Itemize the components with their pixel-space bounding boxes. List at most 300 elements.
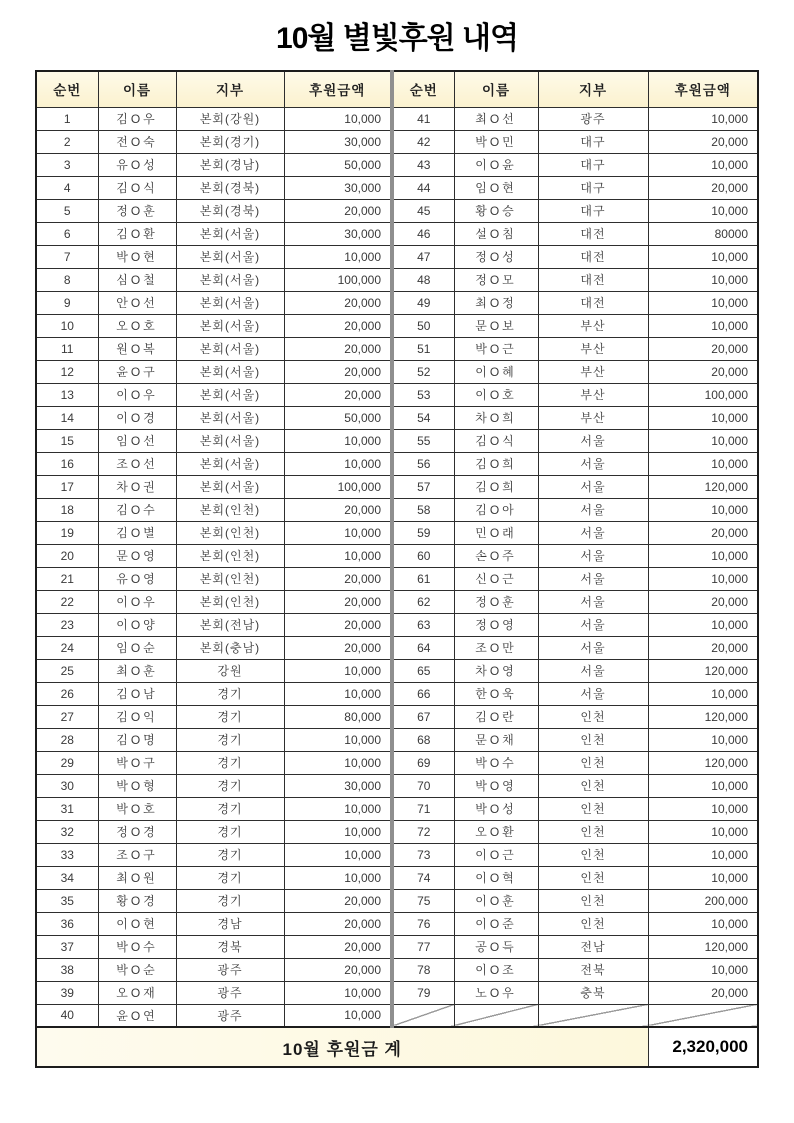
table-row (36, 705, 758, 728)
cell-number: 62 (392, 590, 454, 613)
table-row (36, 199, 758, 222)
cell-name: 박O근 (454, 337, 538, 360)
cell-amount: 100,000 (284, 268, 392, 291)
cell-amount: 10,000 (648, 728, 758, 751)
cell-amount: 20,000 (648, 521, 758, 544)
empty-cell-diagonal (538, 1004, 648, 1027)
cell-amount: 20,000 (284, 613, 392, 636)
donation-table (35, 70, 759, 1068)
cell-number: 16 (36, 452, 98, 475)
cell-amount: 10,000 (284, 659, 392, 682)
empty-cell-diagonal (648, 1004, 758, 1027)
cell-branch: 강원 (176, 659, 284, 682)
table-row (36, 843, 758, 866)
table-row (36, 958, 758, 981)
cell-amount: 10,000 (648, 613, 758, 636)
cell-name: 윤O연 (98, 1004, 176, 1027)
cell-amount: 10,000 (284, 981, 392, 1004)
table-row (36, 1004, 758, 1027)
cell-number: 40 (36, 1004, 98, 1027)
cell-number: 55 (392, 429, 454, 452)
cell-branch: 본회(서울) (176, 291, 284, 314)
cell-name: 박O수 (454, 751, 538, 774)
cell-branch: 본회(서울) (176, 475, 284, 498)
cell-branch: 서울 (538, 659, 648, 682)
cell-number: 51 (392, 337, 454, 360)
cell-name: 박O현 (98, 245, 176, 268)
cell-name: 안O선 (98, 291, 176, 314)
cell-name: 유O성 (98, 153, 176, 176)
cell-name: 설O침 (454, 222, 538, 245)
col-header-name-right: 이름 (454, 71, 538, 107)
table-row (36, 291, 758, 314)
table-row (36, 889, 758, 912)
cell-branch: 서울 (538, 521, 648, 544)
cell-branch: 본회(인천) (176, 544, 284, 567)
cell-number: 22 (36, 590, 98, 613)
cell-amount: 10,000 (648, 567, 758, 590)
cell-amount: 20,000 (284, 337, 392, 360)
table-row (36, 498, 758, 521)
cell-branch: 본회(서울) (176, 429, 284, 452)
cell-name: 조O선 (98, 452, 176, 475)
cell-name: 정O성 (454, 245, 538, 268)
cell-number: 11 (36, 337, 98, 360)
cell-name: 박O구 (98, 751, 176, 774)
cell-number: 17 (36, 475, 98, 498)
cell-number: 14 (36, 406, 98, 429)
table-row (36, 659, 758, 682)
cell-amount: 50,000 (284, 153, 392, 176)
cell-branch: 본회(서울) (176, 383, 284, 406)
cell-number: 48 (392, 268, 454, 291)
cell-name: 이O준 (454, 912, 538, 935)
cell-number: 3 (36, 153, 98, 176)
cell-branch: 전북 (538, 958, 648, 981)
cell-name: 김O희 (454, 452, 538, 475)
cell-name: 황O승 (454, 199, 538, 222)
cell-amount: 120,000 (648, 935, 758, 958)
cell-name: 김O명 (98, 728, 176, 751)
table-row (36, 130, 758, 153)
cell-name: 차O권 (98, 475, 176, 498)
cell-amount: 30,000 (284, 130, 392, 153)
cell-amount: 10,000 (648, 866, 758, 889)
cell-number: 64 (392, 636, 454, 659)
cell-amount: 20,000 (284, 498, 392, 521)
cell-amount: 10,000 (648, 107, 758, 130)
table-row (36, 590, 758, 613)
cell-amount: 20,000 (284, 314, 392, 337)
cell-branch: 경북 (176, 935, 284, 958)
cell-number: 26 (36, 682, 98, 705)
cell-number: 57 (392, 475, 454, 498)
cell-number: 25 (36, 659, 98, 682)
table-row (36, 682, 758, 705)
cell-name: 임O순 (98, 636, 176, 659)
cell-branch: 전남 (538, 935, 648, 958)
total-row (36, 1027, 758, 1067)
cell-branch: 충북 (538, 981, 648, 1004)
cell-name: 이O근 (454, 843, 538, 866)
cell-number: 53 (392, 383, 454, 406)
cell-branch: 서울 (538, 636, 648, 659)
cell-amount: 20,000 (284, 590, 392, 613)
cell-amount: 10,000 (648, 406, 758, 429)
col-header-amount-right: 후원금액 (648, 71, 758, 107)
cell-number: 5 (36, 199, 98, 222)
cell-amount: 10,000 (284, 682, 392, 705)
cell-number: 79 (392, 981, 454, 1004)
cell-number: 43 (392, 153, 454, 176)
cell-branch: 대구 (538, 199, 648, 222)
cell-name: 박O호 (98, 797, 176, 820)
cell-branch: 경기 (176, 797, 284, 820)
cell-branch: 경기 (176, 843, 284, 866)
cell-amount: 10,000 (284, 107, 392, 130)
cell-number: 44 (392, 176, 454, 199)
cell-amount: 20,000 (648, 337, 758, 360)
cell-amount: 10,000 (648, 452, 758, 475)
cell-branch: 대전 (538, 245, 648, 268)
cell-name: 박O형 (98, 774, 176, 797)
cell-amount: 120,000 (648, 659, 758, 682)
table-row (36, 567, 758, 590)
table-row (36, 360, 758, 383)
cell-amount: 20,000 (648, 981, 758, 1004)
cell-number: 23 (36, 613, 98, 636)
cell-branch: 본회(인천) (176, 590, 284, 613)
cell-number: 32 (36, 820, 98, 843)
cell-branch: 인천 (538, 866, 648, 889)
cell-amount: 10,000 (284, 544, 392, 567)
cell-number: 59 (392, 521, 454, 544)
cell-amount: 100,000 (284, 475, 392, 498)
cell-amount: 30,000 (284, 222, 392, 245)
table-row (36, 820, 758, 843)
cell-number: 15 (36, 429, 98, 452)
cell-name: 이O경 (98, 406, 176, 429)
cell-amount: 10,000 (648, 199, 758, 222)
cell-name: 박O수 (98, 935, 176, 958)
cell-number: 6 (36, 222, 98, 245)
cell-name: 임O선 (98, 429, 176, 452)
cell-amount: 10,000 (284, 820, 392, 843)
cell-number: 58 (392, 498, 454, 521)
col-header-branch-right: 지부 (538, 71, 648, 107)
table-row (36, 544, 758, 567)
cell-name: 이O우 (98, 383, 176, 406)
cell-branch: 본회(서울) (176, 452, 284, 475)
cell-branch: 본회(인천) (176, 498, 284, 521)
cell-name: 차O영 (454, 659, 538, 682)
cell-name: 오O환 (454, 820, 538, 843)
cell-amount: 10,000 (648, 291, 758, 314)
cell-branch: 광주 (176, 1004, 284, 1027)
cell-name: 정O훈 (454, 590, 538, 613)
cell-amount: 20,000 (648, 636, 758, 659)
cell-branch: 경기 (176, 820, 284, 843)
cell-name: 박O영 (454, 774, 538, 797)
cell-amount: 10,000 (648, 820, 758, 843)
page-title: 10월 별빛후원 내역 (276, 22, 518, 55)
total-amount: 2,320,000 (648, 1027, 758, 1067)
cell-amount: 10,000 (284, 866, 392, 889)
cell-branch: 본회(서울) (176, 406, 284, 429)
table-row (36, 751, 758, 774)
cell-amount: 80,000 (284, 705, 392, 728)
cell-number: 65 (392, 659, 454, 682)
cell-number: 37 (36, 935, 98, 958)
cell-name: 문O영 (98, 544, 176, 567)
cell-branch: 본회(서울) (176, 222, 284, 245)
cell-name: 김O환 (98, 222, 176, 245)
cell-name: 원O복 (98, 337, 176, 360)
cell-name: 이O혜 (454, 360, 538, 383)
table-row (36, 935, 758, 958)
cell-amount: 10,000 (284, 429, 392, 452)
cell-amount: 10,000 (648, 153, 758, 176)
col-header-number-left: 순번 (36, 71, 98, 107)
cell-branch: 인천 (538, 843, 648, 866)
cell-number: 7 (36, 245, 98, 268)
cell-number: 29 (36, 751, 98, 774)
header-row (36, 71, 758, 107)
cell-number: 56 (392, 452, 454, 475)
cell-name: 김O아 (454, 498, 538, 521)
table-row (36, 866, 758, 889)
cell-name: 이O우 (98, 590, 176, 613)
cell-name: 윤O구 (98, 360, 176, 383)
cell-branch: 서울 (538, 475, 648, 498)
cell-branch: 본회(전남) (176, 613, 284, 636)
cell-amount: 20,000 (284, 567, 392, 590)
cell-number: 2 (36, 130, 98, 153)
cell-branch: 서울 (538, 682, 648, 705)
cell-branch: 인천 (538, 705, 648, 728)
cell-amount: 20,000 (284, 636, 392, 659)
cell-number: 42 (392, 130, 454, 153)
cell-name: 문O보 (454, 314, 538, 337)
cell-number: 30 (36, 774, 98, 797)
cell-branch: 대전 (538, 222, 648, 245)
cell-name: 김O익 (98, 705, 176, 728)
cell-number: 60 (392, 544, 454, 567)
cell-branch: 경기 (176, 751, 284, 774)
cell-branch: 인천 (538, 889, 648, 912)
cell-number: 61 (392, 567, 454, 590)
cell-amount: 10,000 (648, 268, 758, 291)
cell-branch: 대전 (538, 268, 648, 291)
cell-branch: 광주 (176, 958, 284, 981)
cell-amount: 20,000 (648, 590, 758, 613)
cell-name: 정O영 (454, 613, 538, 636)
cell-number: 71 (392, 797, 454, 820)
cell-name: 손O주 (454, 544, 538, 567)
table-row (36, 383, 758, 406)
cell-name: 김O수 (98, 498, 176, 521)
cell-amount: 10,000 (284, 751, 392, 774)
cell-amount: 100,000 (648, 383, 758, 406)
col-header-amount-left: 후원금액 (284, 71, 392, 107)
cell-number: 20 (36, 544, 98, 567)
cell-name: 조O만 (454, 636, 538, 659)
cell-name: 최O훈 (98, 659, 176, 682)
cell-branch: 본회(경북) (176, 176, 284, 199)
cell-number: 66 (392, 682, 454, 705)
table-row (36, 245, 758, 268)
cell-number: 31 (36, 797, 98, 820)
cell-branch: 경기 (176, 705, 284, 728)
cell-name: 이O양 (98, 613, 176, 636)
cell-branch: 본회(서울) (176, 337, 284, 360)
cell-amount: 120,000 (648, 751, 758, 774)
table-row (36, 452, 758, 475)
cell-branch: 본회(인천) (176, 521, 284, 544)
cell-amount: 10,000 (648, 774, 758, 797)
cell-number: 35 (36, 889, 98, 912)
cell-amount: 10,000 (648, 843, 758, 866)
cell-amount: 10,000 (648, 958, 758, 981)
cell-amount: 200,000 (648, 889, 758, 912)
cell-name: 이O호 (454, 383, 538, 406)
cell-number: 70 (392, 774, 454, 797)
cell-amount: 10,000 (648, 498, 758, 521)
cell-number: 72 (392, 820, 454, 843)
cell-branch: 서울 (538, 613, 648, 636)
cell-branch: 부산 (538, 383, 648, 406)
cell-number: 78 (392, 958, 454, 981)
cell-number: 52 (392, 360, 454, 383)
cell-branch: 본회(경남) (176, 153, 284, 176)
cell-branch: 본회(인천) (176, 567, 284, 590)
cell-branch: 부산 (538, 360, 648, 383)
cell-number: 75 (392, 889, 454, 912)
cell-branch: 경기 (176, 889, 284, 912)
cell-branch: 서울 (538, 544, 648, 567)
table-row (36, 337, 758, 360)
cell-name: 정O경 (98, 820, 176, 843)
cell-name: 김O희 (454, 475, 538, 498)
cell-name: 김O우 (98, 107, 176, 130)
cell-number: 63 (392, 613, 454, 636)
cell-name: 한O욱 (454, 682, 538, 705)
table-row (36, 406, 758, 429)
cell-name: 김O식 (98, 176, 176, 199)
cell-branch: 경기 (176, 682, 284, 705)
cell-number: 73 (392, 843, 454, 866)
cell-branch: 경기 (176, 866, 284, 889)
table-row (36, 981, 758, 1004)
cell-number: 12 (36, 360, 98, 383)
cell-branch: 인천 (538, 728, 648, 751)
cell-number: 39 (36, 981, 98, 1004)
cell-amount: 30,000 (284, 176, 392, 199)
cell-name: 이O현 (98, 912, 176, 935)
cell-branch: 본회(경북) (176, 199, 284, 222)
cell-branch: 본회(경기) (176, 130, 284, 153)
cell-amount: 50,000 (284, 406, 392, 429)
table-row (36, 153, 758, 176)
cell-number: 41 (392, 107, 454, 130)
cell-number: 1 (36, 107, 98, 130)
cell-amount: 20,000 (648, 130, 758, 153)
table-row (36, 636, 758, 659)
cell-amount: 10,000 (284, 728, 392, 751)
table-row (36, 912, 758, 935)
cell-number: 8 (36, 268, 98, 291)
cell-name: 유O영 (98, 567, 176, 590)
cell-branch: 부산 (538, 314, 648, 337)
cell-number: 9 (36, 291, 98, 314)
cell-name: 박O성 (454, 797, 538, 820)
table-row (36, 222, 758, 245)
cell-amount: 120,000 (648, 705, 758, 728)
cell-branch: 인천 (538, 751, 648, 774)
cell-name: 박O순 (98, 958, 176, 981)
cell-amount: 20,000 (284, 383, 392, 406)
cell-number: 45 (392, 199, 454, 222)
cell-amount: 20,000 (284, 360, 392, 383)
cell-branch: 경기 (176, 774, 284, 797)
cell-amount: 10,000 (648, 314, 758, 337)
cell-amount: 10,000 (284, 843, 392, 866)
cell-name: 김O란 (454, 705, 538, 728)
cell-amount: 10,000 (284, 797, 392, 820)
cell-branch: 대전 (538, 291, 648, 314)
cell-number: 33 (36, 843, 98, 866)
cell-branch: 서울 (538, 452, 648, 475)
cell-amount: 20,000 (284, 889, 392, 912)
cell-branch: 본회(서울) (176, 268, 284, 291)
cell-name: 최O원 (98, 866, 176, 889)
table-row (36, 613, 758, 636)
cell-name: 전O숙 (98, 130, 176, 153)
cell-branch: 본회(강원) (176, 107, 284, 130)
cell-number: 18 (36, 498, 98, 521)
cell-number: 77 (392, 935, 454, 958)
cell-number: 10 (36, 314, 98, 337)
cell-amount: 10,000 (284, 245, 392, 268)
cell-number: 50 (392, 314, 454, 337)
cell-name: 황O경 (98, 889, 176, 912)
cell-name: 이O훈 (454, 889, 538, 912)
cell-name: 오O재 (98, 981, 176, 1004)
cell-number: 13 (36, 383, 98, 406)
cell-name: 박O민 (454, 130, 538, 153)
cell-name: 이O혁 (454, 866, 538, 889)
cell-amount: 10,000 (284, 521, 392, 544)
cell-name: 차O희 (454, 406, 538, 429)
cell-branch: 경남 (176, 912, 284, 935)
cell-amount: 20,000 (284, 935, 392, 958)
cell-name: 공O득 (454, 935, 538, 958)
cell-branch: 대구 (538, 130, 648, 153)
cell-branch: 부산 (538, 406, 648, 429)
cell-amount: 20,000 (284, 291, 392, 314)
cell-name: 문O채 (454, 728, 538, 751)
cell-amount: 10,000 (648, 797, 758, 820)
table-row (36, 107, 758, 130)
cell-branch: 서울 (538, 429, 648, 452)
cell-branch: 본회(서울) (176, 245, 284, 268)
cell-number: 27 (36, 705, 98, 728)
cell-amount: 20,000 (284, 958, 392, 981)
cell-number: 47 (392, 245, 454, 268)
table-row (36, 268, 758, 291)
cell-number: 67 (392, 705, 454, 728)
cell-branch: 서울 (538, 567, 648, 590)
